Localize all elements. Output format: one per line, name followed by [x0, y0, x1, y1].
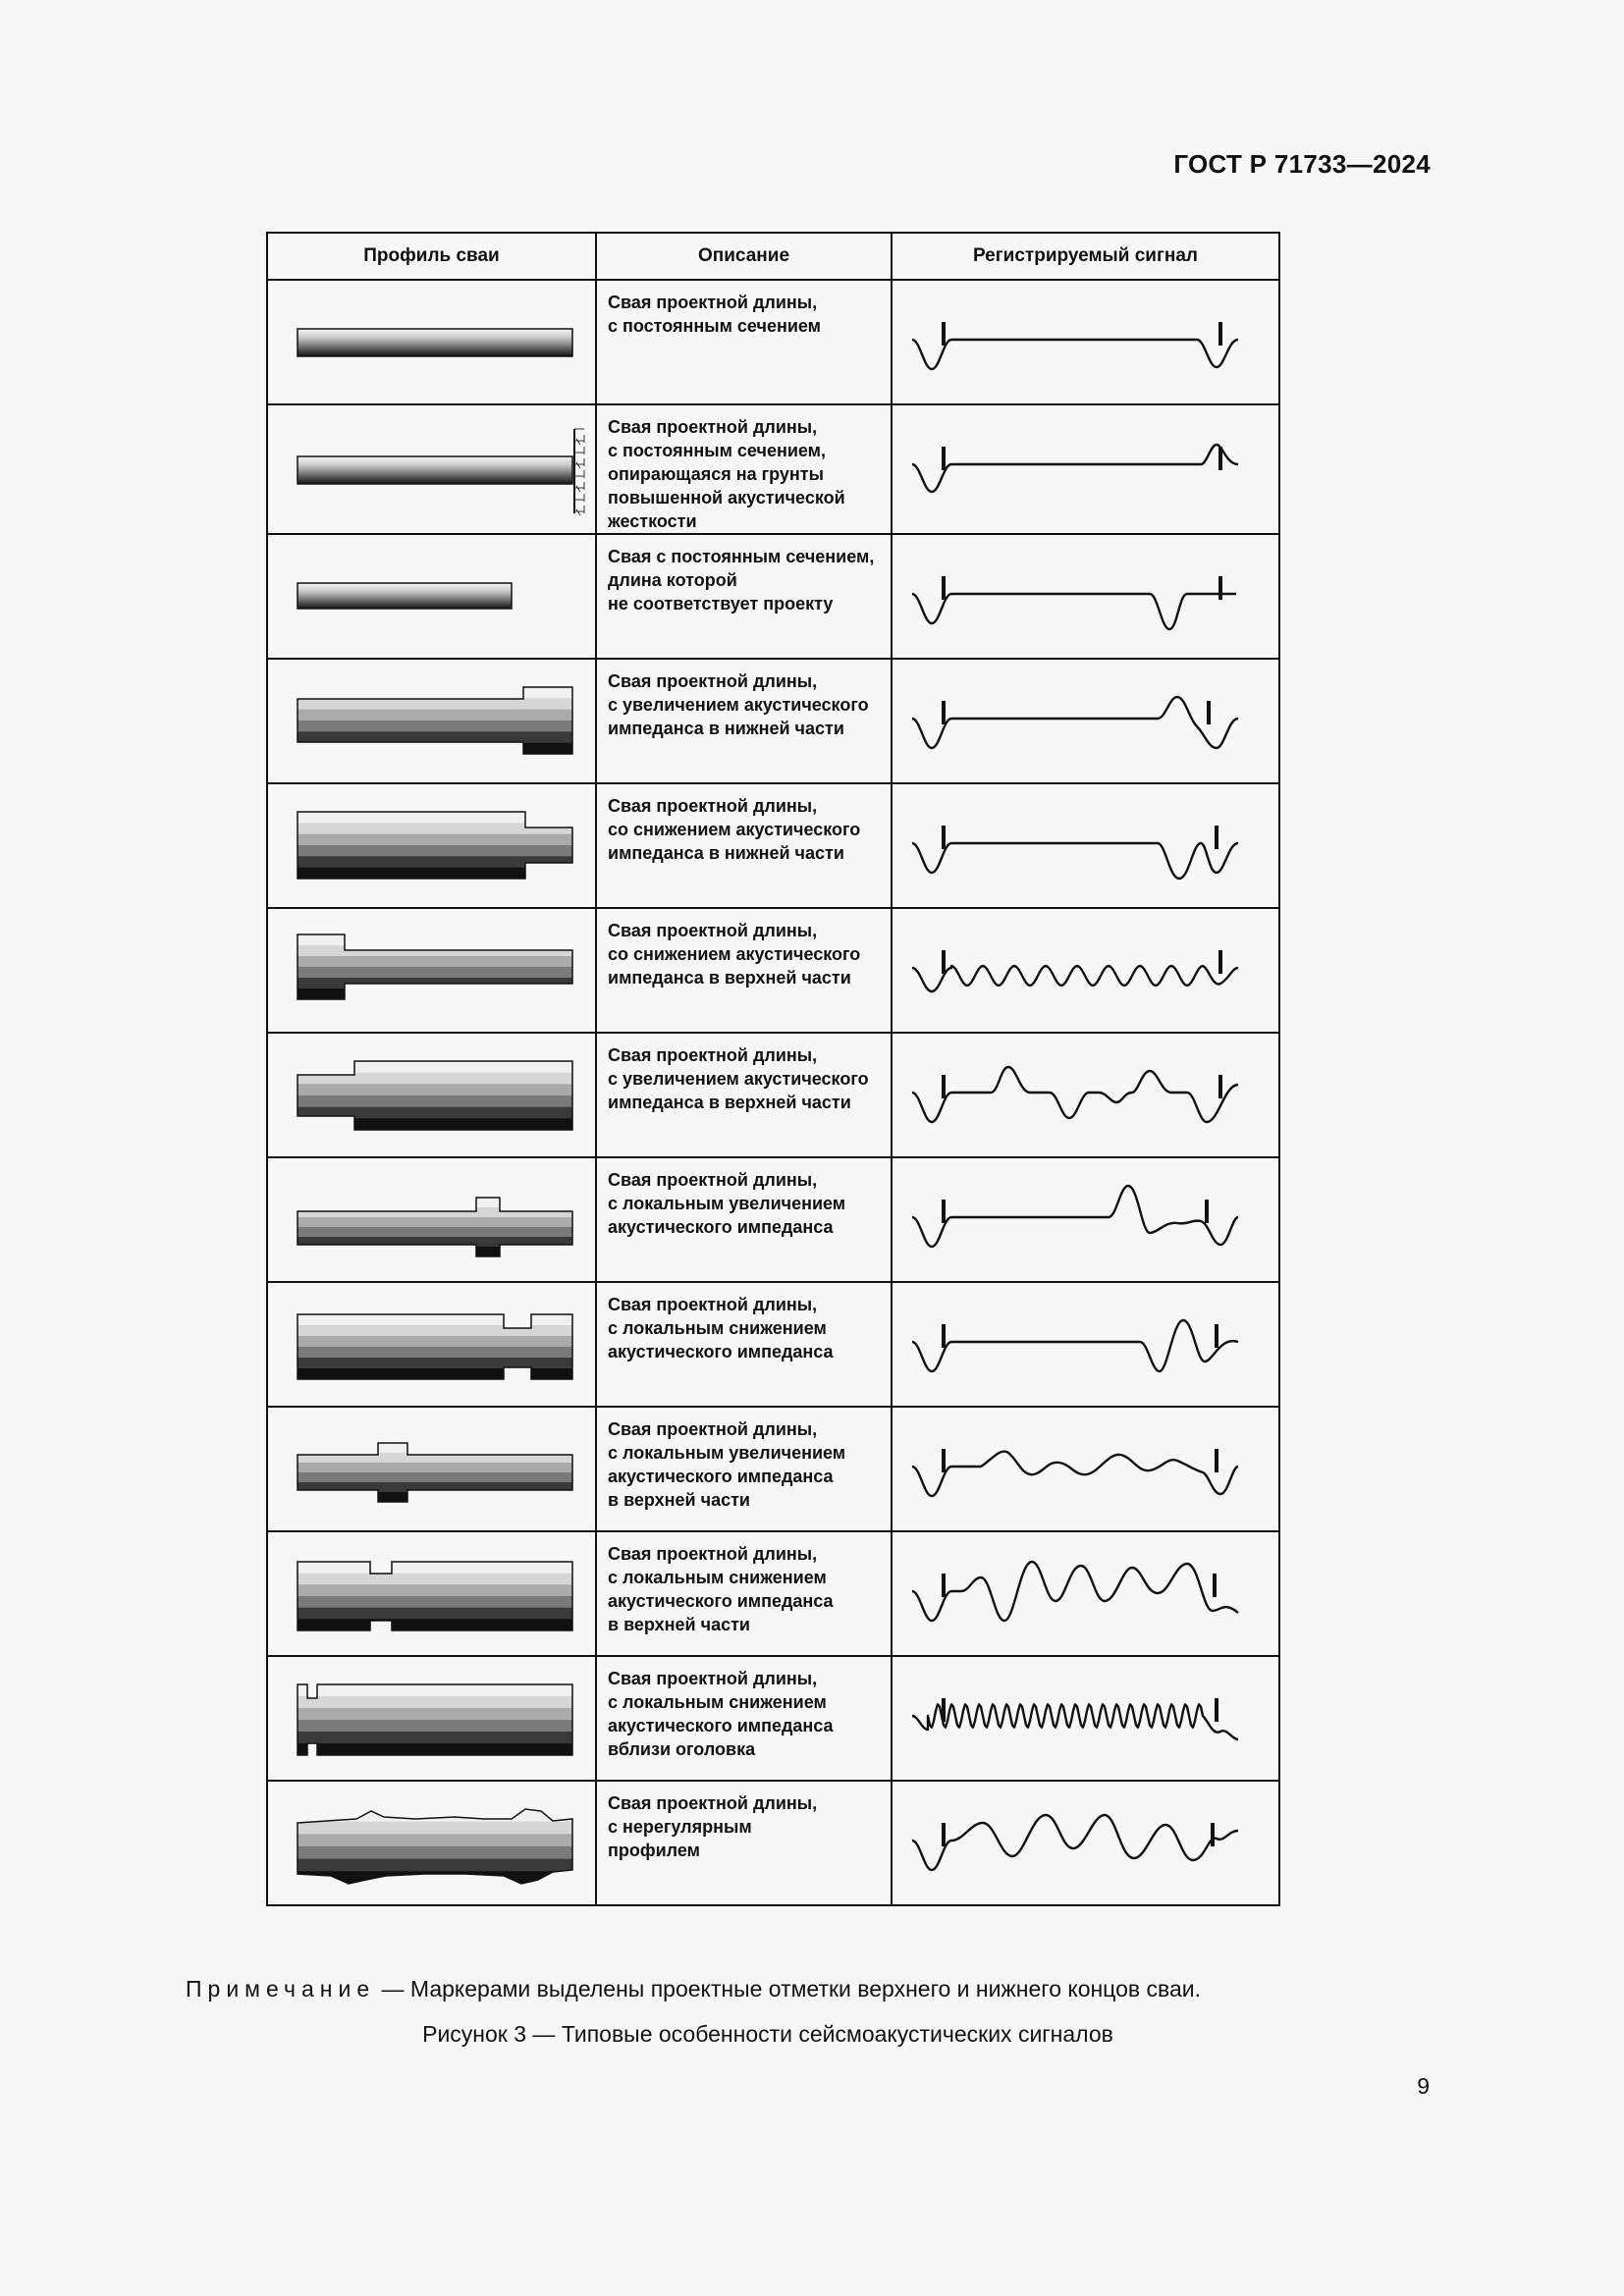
description-line: повышенной акустической [608, 488, 845, 507]
column-header-description: Описание [596, 233, 892, 280]
table-header-row [267, 233, 1279, 280]
signal-trace [893, 784, 1281, 907]
description-cell [596, 1407, 892, 1531]
table-row [267, 1407, 1279, 1531]
description-line: Свая проектной длины, [608, 1295, 818, 1314]
description-cell [596, 1656, 892, 1781]
description-line: с постоянным сечением [608, 316, 821, 336]
pile-profile-cell [267, 1781, 596, 1905]
pile-profile-drawing [268, 405, 595, 528]
note-label: Примечание [186, 1976, 376, 2002]
description-line: Свая проектной длины, [608, 417, 818, 437]
signal-trace [893, 1034, 1281, 1156]
pile-profile-cell [267, 1157, 596, 1282]
description-cell [596, 659, 892, 783]
column-header-signal: Регистрируемый сигнал [892, 233, 1279, 280]
note-text: — Маркерами выделены проектные отметки верхнего и нижнего концов сваи. [375, 1976, 1201, 2002]
pile-profile-cell [267, 1531, 596, 1656]
signal-cell [892, 1781, 1279, 1905]
signal-cell [892, 783, 1279, 908]
signal-trace [893, 1158, 1281, 1281]
column-header-profile: Профиль сваи [267, 233, 596, 280]
table-row [267, 1282, 1279, 1407]
pile-profile-drawing [268, 1283, 595, 1406]
description-line: акустического импеданса [608, 1716, 834, 1735]
pile-profile-drawing [268, 1657, 595, 1780]
signal-cell [892, 1033, 1279, 1157]
table-row [267, 1656, 1279, 1781]
signal-trace [893, 909, 1281, 1032]
pile-profile-cell [267, 1407, 596, 1531]
table-row [267, 659, 1279, 783]
pile-profile-cell [267, 659, 596, 783]
description-cell [596, 1157, 892, 1282]
description-line: импеданса в нижней части [608, 843, 844, 863]
signal-trace [893, 1657, 1281, 1780]
pile-profile-cell [267, 534, 596, 659]
signal-cell [892, 1407, 1279, 1531]
description-line: Свая проектной длины, [608, 1544, 818, 1564]
document-header: ГОСТ Р 71733—2024 [1173, 149, 1431, 179]
table-row [267, 1531, 1279, 1656]
description-line: со снижением акустического [608, 944, 861, 964]
description-cell [596, 1033, 892, 1157]
pile-profile-drawing [268, 1408, 595, 1530]
description-cell [596, 1781, 892, 1905]
description-line: профилем [608, 1841, 700, 1860]
description-line: Свая проектной длины, [608, 1045, 818, 1065]
pile-profile-drawing [268, 1034, 595, 1156]
signal-cell [892, 1282, 1279, 1407]
description-line: с увеличением акустического [608, 1069, 869, 1089]
description-text [597, 405, 891, 533]
signal-trace [893, 1408, 1281, 1530]
description-line: с увеличением акустического [608, 695, 869, 715]
pile-profile-cell [267, 1033, 596, 1157]
description-line: акустического импеданса [608, 1467, 834, 1486]
description-text [597, 1532, 891, 1636]
description-line: опирающаяся на грунты [608, 464, 824, 484]
description-line: с нерегулярным [608, 1817, 752, 1837]
signal-trace [893, 1782, 1281, 1904]
description-cell [596, 783, 892, 908]
signal-trace [893, 281, 1281, 403]
table-row [267, 404, 1279, 534]
description-text [597, 1158, 891, 1239]
description-text [597, 784, 891, 865]
description-cell [596, 1531, 892, 1656]
signal-cell [892, 1157, 1279, 1282]
table-row [267, 1033, 1279, 1157]
description-line: импеданса в верхней части [608, 968, 851, 988]
table-row [267, 908, 1279, 1033]
description-text [597, 1034, 891, 1114]
figure-note [186, 1976, 1201, 2002]
description-line: Свая проектной длины, [608, 293, 818, 312]
table-body [267, 280, 1279, 1905]
description-line: не соответствует проекту [608, 594, 834, 614]
pile-profile-cell [267, 1282, 596, 1407]
pile-signal-table [266, 232, 1280, 1906]
signal-cell [892, 534, 1279, 659]
description-text [597, 1782, 891, 1862]
description-line: Свая проектной длины, [608, 796, 818, 816]
signal-cell [892, 1656, 1279, 1781]
description-text [597, 535, 891, 615]
table-row [267, 783, 1279, 908]
description-line: Свая проектной длины, [608, 671, 818, 691]
figure-caption: Рисунок 3 — Типовые особенности сейсмоакустических сигналов [422, 2021, 1113, 2047]
description-cell [596, 534, 892, 659]
description-line: Свая проектной длины, [608, 921, 818, 940]
description-line: Свая проектной длины, [608, 1793, 818, 1813]
description-line: с локальным снижением [608, 1318, 827, 1338]
signal-trace [893, 660, 1281, 782]
signal-cell [892, 404, 1279, 534]
description-text [597, 660, 891, 740]
description-line: с локальным снижением [608, 1692, 827, 1712]
page-number: 9 [1417, 2073, 1430, 2099]
signal-trace [893, 1532, 1281, 1655]
description-line: с локальным увеличением [608, 1443, 846, 1463]
pile-profile-drawing [268, 1158, 595, 1281]
description-cell [596, 1282, 892, 1407]
description-line: Свая проектной длины, [608, 1170, 818, 1190]
table-row [267, 280, 1279, 404]
description-line: акустического импеданса [608, 1217, 834, 1237]
signal-trace [893, 405, 1281, 528]
table-row [267, 1157, 1279, 1282]
description-text [597, 1283, 891, 1363]
pile-profile-drawing [268, 909, 595, 1032]
description-line: импеданса в нижней части [608, 719, 844, 738]
description-line: Свая с постоянным сечением, [608, 547, 875, 566]
pile-profile-drawing [268, 1532, 595, 1655]
table-row [267, 534, 1279, 659]
description-line: со снижением акустического [608, 820, 861, 839]
description-line: акустического импеданса [608, 1591, 834, 1611]
description-text [597, 1657, 891, 1761]
pile-profile-cell [267, 783, 596, 908]
signal-trace [893, 1283, 1281, 1406]
pile-profile-drawing [268, 784, 595, 907]
pile-profile-cell [267, 1656, 596, 1781]
description-text [597, 1408, 891, 1512]
description-line: с локальным увеличением [608, 1194, 846, 1213]
description-cell [596, 404, 892, 534]
description-text [597, 281, 891, 338]
description-line: с постоянным сечением, [608, 441, 826, 460]
description-line: в верхней части [608, 1615, 750, 1634]
signal-cell [892, 1531, 1279, 1656]
description-line: в верхней части [608, 1490, 750, 1510]
description-line: жесткости [608, 511, 697, 531]
signal-cell [892, 908, 1279, 1033]
description-line: с локальным снижением [608, 1568, 827, 1587]
pile-profile-cell [267, 404, 596, 534]
pile-profile-cell [267, 908, 596, 1033]
description-line: акустического импеданса [608, 1342, 834, 1362]
description-line: Свая проектной длины, [608, 1419, 818, 1439]
pile-profile-cell [267, 280, 596, 404]
pile-profile-drawing [268, 660, 595, 782]
signal-cell [892, 280, 1279, 404]
description-cell [596, 280, 892, 404]
description-line: вблизи оголовка [608, 1739, 756, 1759]
description-line: Свая проектной длины, [608, 1669, 818, 1688]
table-row [267, 1781, 1279, 1905]
description-cell [596, 908, 892, 1033]
description-line: длина которой [608, 570, 737, 590]
pile-profile-drawing [268, 535, 595, 658]
signal-trace [893, 535, 1281, 658]
description-text [597, 909, 891, 989]
pile-profile-drawing [268, 281, 595, 403]
signal-cell [892, 659, 1279, 783]
description-line: импеданса в верхней части [608, 1093, 851, 1112]
pile-profile-drawing [268, 1782, 595, 1904]
